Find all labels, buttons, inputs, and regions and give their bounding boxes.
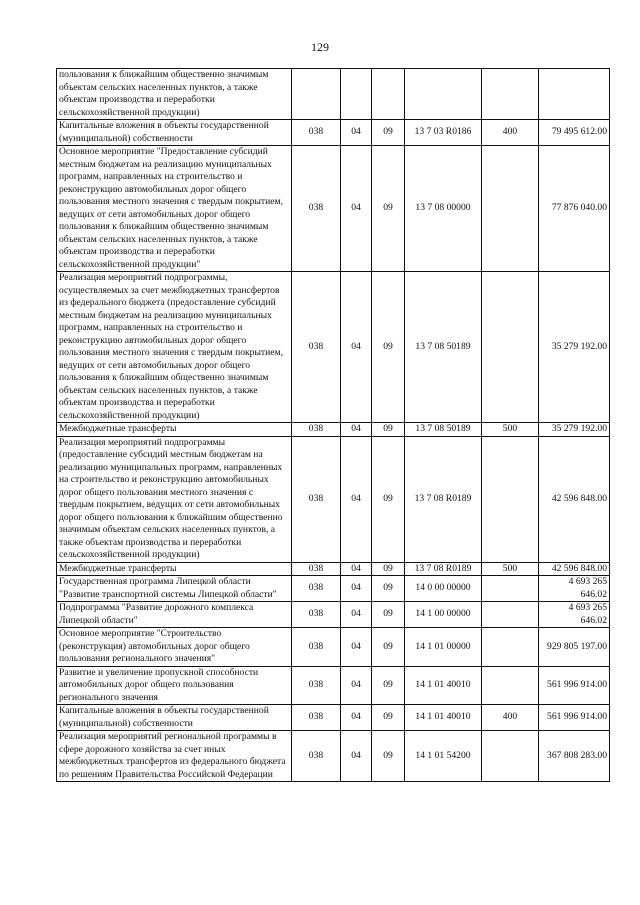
cell-section-code: 04 xyxy=(341,731,372,782)
cell-admin-code: 038 xyxy=(292,436,341,562)
cell-target-article-code: 13 7 08 R0189 xyxy=(405,436,482,562)
cell-item-name: пользования к ближайшим общественно значимым объектам сельских населенных пунктов, а также объектам производства и переработки сельскохозяйственной продукции) xyxy=(57,69,292,120)
cell-section-code: 04 xyxy=(341,423,372,437)
cell-expense-type-code xyxy=(482,146,539,272)
cell-amount: 77 876 040.00 xyxy=(539,146,610,272)
cell-admin-code: 038 xyxy=(292,562,341,576)
cell-expense-type-code xyxy=(482,731,539,782)
cell-amount: 929 805 197.00 xyxy=(539,628,610,667)
cell-section-code: 04 xyxy=(341,120,372,146)
cell-section-code: 04 xyxy=(341,272,372,423)
cell-expense-type-code: 400 xyxy=(482,705,539,731)
cell-amount: 79 495 612.00 xyxy=(539,120,610,146)
cell-item-name: Основное мероприятие "Строительство (реконструкция) автомобильных дорог общего пользования регионального значения" xyxy=(57,628,292,667)
cell-expense-type-code: 500 xyxy=(482,562,539,576)
cell-admin-code: 038 xyxy=(292,272,341,423)
cell-amount: 35 279 192.00 xyxy=(539,423,610,437)
cell-admin-code xyxy=(292,69,341,120)
cell-target-article-code xyxy=(405,69,482,120)
cell-amount: 561 996 914.00 xyxy=(539,666,610,705)
cell-item-name: Реализация мероприятий подпрограммы, осуществляемых за счет межбюджетных трансфертов из федерального бюджета (предоставление субсидий местным бюджетам на реализацию муниципальных программ, направленных на строительство и реконструкцию автомобильных дорог общего пользования местного значения с твердым покрытием, ведущих от сети автомобильных дорог общего пользования к ближайшим общественно значимым объектам сельских населенных пунктов, а также объектам производства и переработки сельскохозяйственной продукции) xyxy=(57,272,292,423)
cell-target-article-code: 14 1 01 40010 xyxy=(405,705,482,731)
cell-expense-type-code xyxy=(482,69,539,120)
table-row xyxy=(57,666,610,705)
cell-item-name: Подпрограмма "Развитие дорожного комплекса Липецкой области" xyxy=(57,602,292,628)
cell-target-article-code: 13 7 08 50189 xyxy=(405,272,482,423)
cell-target-article-code: 14 1 01 00000 xyxy=(405,628,482,667)
cell-section-code: 04 xyxy=(341,666,372,705)
cell-item-name: Реализация мероприятий подпрограммы (предоставление субсидий местным бюджетам на реализацию муниципальных программ, направленных на строительство и реконструкцию автомобильных дорог общего пользования местного значения с твердым покрытием, ведущих от сети автомобильных дорог общего пользования к ближайшим общественно значимым объектам сельских населенных пунктов, а также объектам производства и переработки сельскохозяйственной продукции) xyxy=(57,436,292,562)
cell-admin-code: 038 xyxy=(292,602,341,628)
cell-target-article-code: 14 1 00 00000 xyxy=(405,602,482,628)
cell-subsection-code: 09 xyxy=(372,562,405,576)
cell-item-name: Межбюджетные трансферты xyxy=(57,423,292,437)
cell-subsection-code: 09 xyxy=(372,423,405,437)
budget-table-body xyxy=(57,69,610,782)
cell-section-code: 04 xyxy=(341,602,372,628)
cell-section-code: 04 xyxy=(341,562,372,576)
cell-target-article-code: 13 7 08 50189 xyxy=(405,423,482,437)
cell-expense-type-code: 400 xyxy=(482,120,539,146)
cell-expense-type-code: 500 xyxy=(482,423,539,437)
cell-expense-type-code xyxy=(482,436,539,562)
cell-admin-code: 038 xyxy=(292,576,341,602)
cell-subsection-code: 09 xyxy=(372,436,405,562)
cell-section-code: 04 xyxy=(341,705,372,731)
cell-admin-code: 038 xyxy=(292,705,341,731)
cell-target-article-code: 13 7 08 R0189 xyxy=(405,562,482,576)
cell-admin-code: 038 xyxy=(292,423,341,437)
cell-item-name: Государственная программа Липецкой области "Развитие транспортной системы Липецкой области" xyxy=(57,576,292,602)
table-row xyxy=(57,423,610,437)
cell-target-article-code: 13 7 08 00000 xyxy=(405,146,482,272)
cell-item-name: Капитальные вложения в объекты государственной (муниципальной) собственности xyxy=(57,705,292,731)
table-row xyxy=(57,576,610,602)
cell-section-code xyxy=(341,69,372,120)
cell-subsection-code: 09 xyxy=(372,146,405,272)
cell-subsection-code: 09 xyxy=(372,272,405,423)
cell-subsection-code: 09 xyxy=(372,120,405,146)
cell-admin-code: 038 xyxy=(292,731,341,782)
cell-amount: 561 996 914.00 xyxy=(539,705,610,731)
table-row xyxy=(57,120,610,146)
table-row xyxy=(57,436,610,562)
table-row xyxy=(57,272,610,423)
cell-expense-type-code xyxy=(482,576,539,602)
cell-amount: 42 596 848.00 xyxy=(539,562,610,576)
cell-target-article-code: 14 1 01 40010 xyxy=(405,666,482,705)
cell-amount xyxy=(539,69,610,120)
table-row xyxy=(57,705,610,731)
cell-target-article-code: 14 0 00 00000 xyxy=(405,576,482,602)
cell-item-name: Основное мероприятие "Предоставление субсидий местным бюджетам на реализацию муниципальных программ, направленных на строительство и реконструкцию автомобильных дорог общего пользования местного значения с твердым покрытием, ведущих от сети автомобильных дорог общего пользования к ближайшим общественно значимым объектам сельских населенных пунктов, а также объектам производства и переработки сельскохозяйственной продукции" xyxy=(57,146,292,272)
cell-admin-code: 038 xyxy=(292,146,341,272)
cell-section-code: 04 xyxy=(341,146,372,272)
cell-amount: 4 693 265 646.02 xyxy=(539,602,610,628)
cell-item-name: Развитие и увеличение пропускной способности автомобильных дорог общего пользования регионального значения xyxy=(57,666,292,705)
cell-subsection-code: 09 xyxy=(372,602,405,628)
cell-expense-type-code xyxy=(482,628,539,667)
cell-subsection-code xyxy=(372,69,405,120)
cell-subsection-code: 09 xyxy=(372,666,405,705)
cell-subsection-code: 09 xyxy=(372,705,405,731)
cell-target-article-code: 14 1 01 54200 xyxy=(405,731,482,782)
table-row xyxy=(57,69,610,120)
cell-section-code: 04 xyxy=(341,576,372,602)
cell-admin-code: 038 xyxy=(292,628,341,667)
cell-item-name: Реализация мероприятий региональной программы в сфере дорожного хозяйства за счет иных межбюджетных трансфертов из федерального бюджета по решениям Правительства Российской Федерации xyxy=(57,731,292,782)
cell-item-name: Межбюджетные трансферты xyxy=(57,562,292,576)
table-row xyxy=(57,628,610,667)
cell-expense-type-code xyxy=(482,272,539,423)
budget-table xyxy=(56,68,610,782)
cell-amount: 35 279 192.00 xyxy=(539,272,610,423)
table-row xyxy=(57,146,610,272)
cell-section-code: 04 xyxy=(341,436,372,562)
cell-expense-type-code xyxy=(482,666,539,705)
table-row xyxy=(57,731,610,782)
cell-subsection-code: 09 xyxy=(372,628,405,667)
cell-admin-code: 038 xyxy=(292,666,341,705)
cell-subsection-code: 09 xyxy=(372,576,405,602)
cell-subsection-code: 09 xyxy=(372,731,405,782)
cell-target-article-code: 13 7 03 R0186 xyxy=(405,120,482,146)
cell-admin-code: 038 xyxy=(292,120,341,146)
table-row xyxy=(57,562,610,576)
cell-amount: 42 596 848.00 xyxy=(539,436,610,562)
table-row xyxy=(57,602,610,628)
cell-amount: 367 808 283.00 xyxy=(539,731,610,782)
cell-item-name: Капитальные вложения в объекты государственной (муниципальной) собственности xyxy=(57,120,292,146)
cell-expense-type-code xyxy=(482,602,539,628)
page-number: 129 xyxy=(311,40,329,54)
cell-section-code: 04 xyxy=(341,628,372,667)
cell-amount: 4 693 265 646.02 xyxy=(539,576,610,602)
